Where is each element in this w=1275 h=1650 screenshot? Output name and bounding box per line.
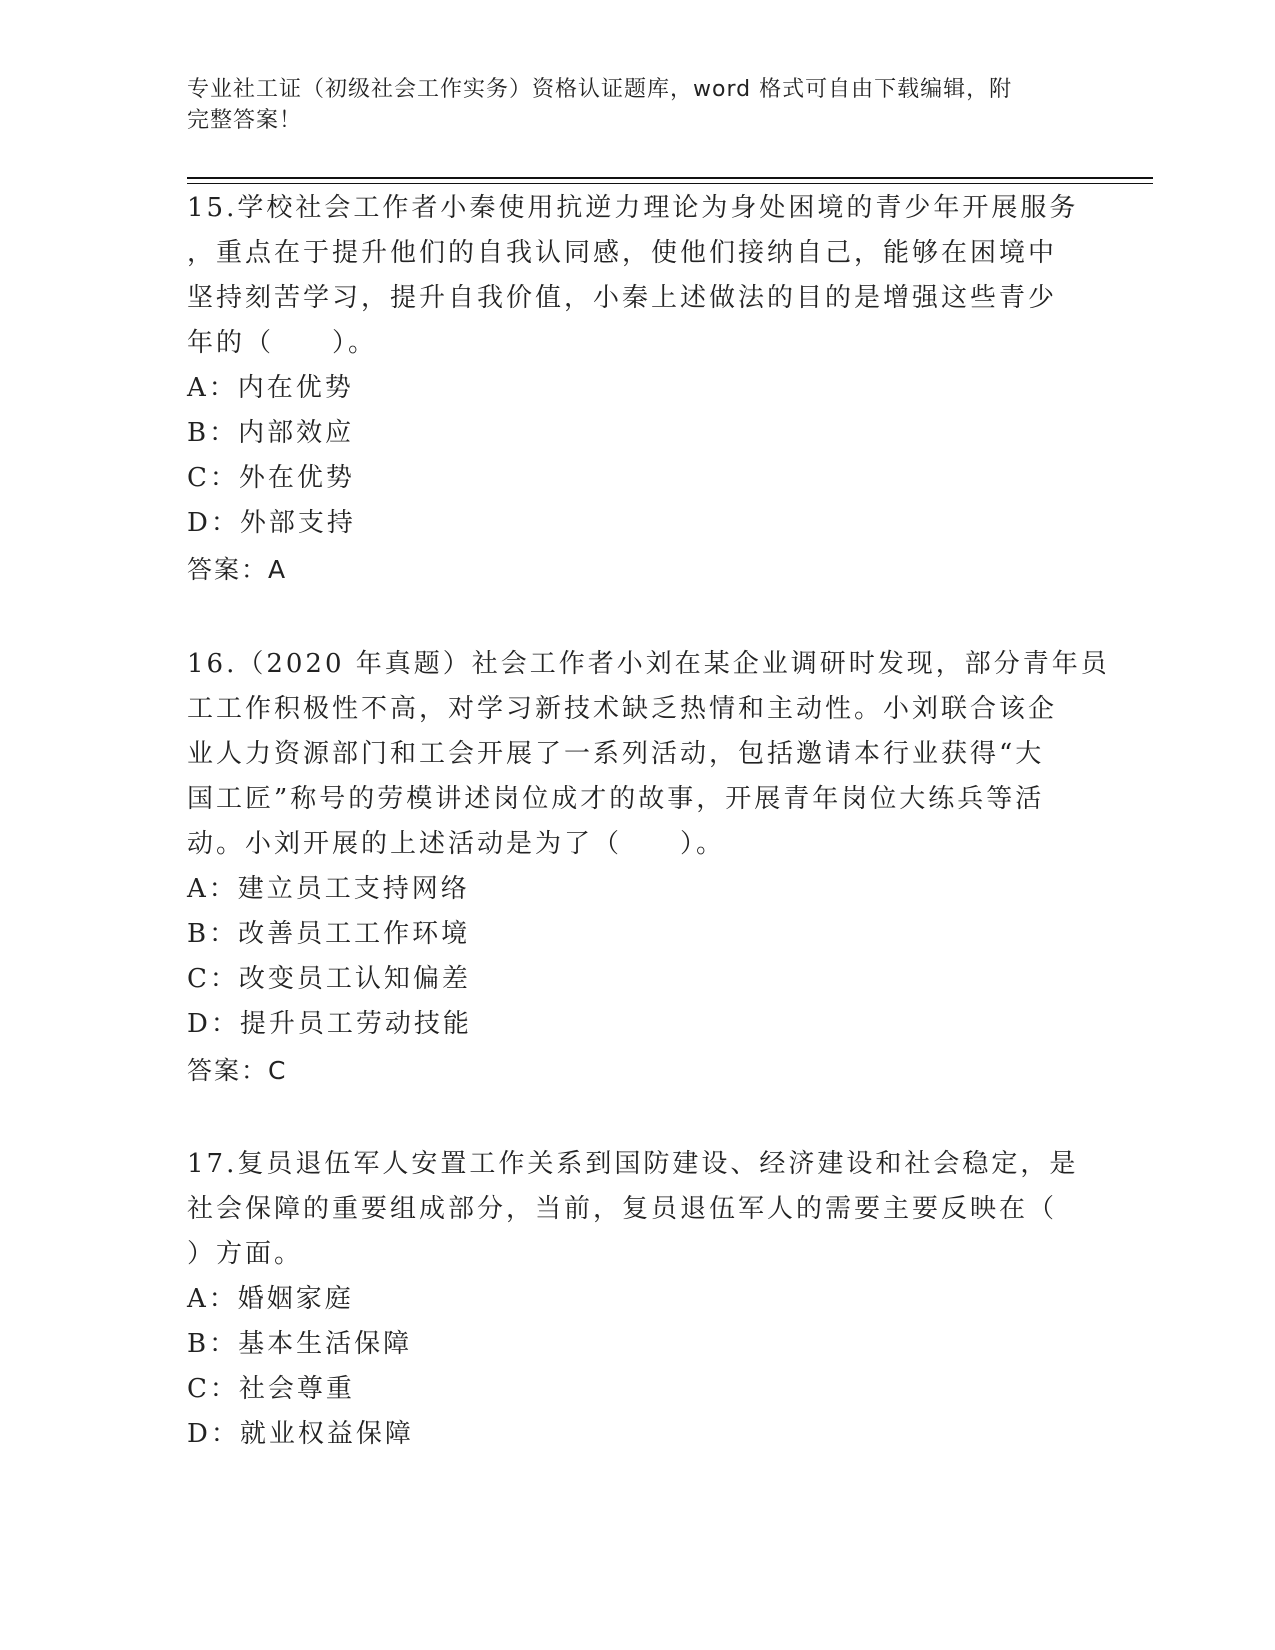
header-line: 专业社工证（初级社会工作实务）资格认证题库，word 格式可自由下载编辑，附 xyxy=(187,77,1013,102)
stem-line: ）方面。 xyxy=(187,1239,304,1269)
stem-line: 坚持刻苦学习，提升自我价值，小秦上述做法的目的是增强这些青少 xyxy=(187,283,1058,313)
option-c: C：社会尊重 xyxy=(187,1374,355,1404)
stem-line: 16.（2020 年真题）社会工作者小刘在某企业调研时发现，部分青年员 xyxy=(187,649,1110,679)
option-d: D：提升员工劳动技能 xyxy=(187,1009,472,1039)
stem-line: 年的（ ）。 xyxy=(187,328,378,358)
stem-line: 动。小刘开展的上述活动是为了（ ）。 xyxy=(187,829,726,859)
option-b: B：改善员工工作环境 xyxy=(187,919,471,949)
stem-line: 15.学校社会工作者小秦使用抗逆力理论为身处困境的青少年开展服务 xyxy=(187,193,1079,223)
header-divider-thick xyxy=(187,177,1153,179)
answer-text: 答案：C xyxy=(187,1056,288,1085)
document-header xyxy=(187,74,1067,136)
option-c: C：外在优势 xyxy=(187,463,355,493)
question-15 xyxy=(187,186,1087,592)
stem-line: 业人力资源部门和工会开展了一系列活动，包括邀请本行业获得“大 xyxy=(187,739,1045,769)
header-line: 完整答案！ xyxy=(187,108,303,133)
stem-line: 国工匠”称号的劳模讲述岗位成才的故事，开展青年岗位大练兵等活 xyxy=(187,784,1045,814)
option-b: B：基本生活保障 xyxy=(187,1329,413,1359)
header-divider-thin xyxy=(187,183,1153,184)
question-16 xyxy=(187,642,1110,1093)
option-c: C：改变员工认知偏差 xyxy=(187,964,471,994)
question-stem xyxy=(187,186,1087,366)
stem-line: ，重点在于提升他们的自我认同感，使他们接纳自己，能够在困境中 xyxy=(187,238,1058,268)
option-a: A：婚姻家庭 xyxy=(187,1284,354,1314)
stem-line: 社会保障的重要组成部分，当前，复员退伍军人的需要主要反映在（ xyxy=(187,1194,1058,1224)
question-stem xyxy=(187,1142,1087,1277)
option-d: D：就业权益保障 xyxy=(187,1419,414,1449)
stem-line: 17.复员退伍军人安置工作关系到国防建设、经济建设和社会稳定，是 xyxy=(187,1149,1079,1179)
question-17 xyxy=(187,1142,1087,1457)
answer-text: 答案：A xyxy=(187,555,288,584)
question-stem xyxy=(187,642,1110,867)
option-d: D：外部支持 xyxy=(187,508,356,538)
option-a: A：建立员工支持网络 xyxy=(187,874,470,904)
option-a: A：内在优势 xyxy=(187,373,354,403)
stem-line: 工工作积极性不高，对学习新技术缺乏热情和主动性。小刘联合该企 xyxy=(187,694,1058,724)
option-b: B：内部效应 xyxy=(187,418,355,448)
